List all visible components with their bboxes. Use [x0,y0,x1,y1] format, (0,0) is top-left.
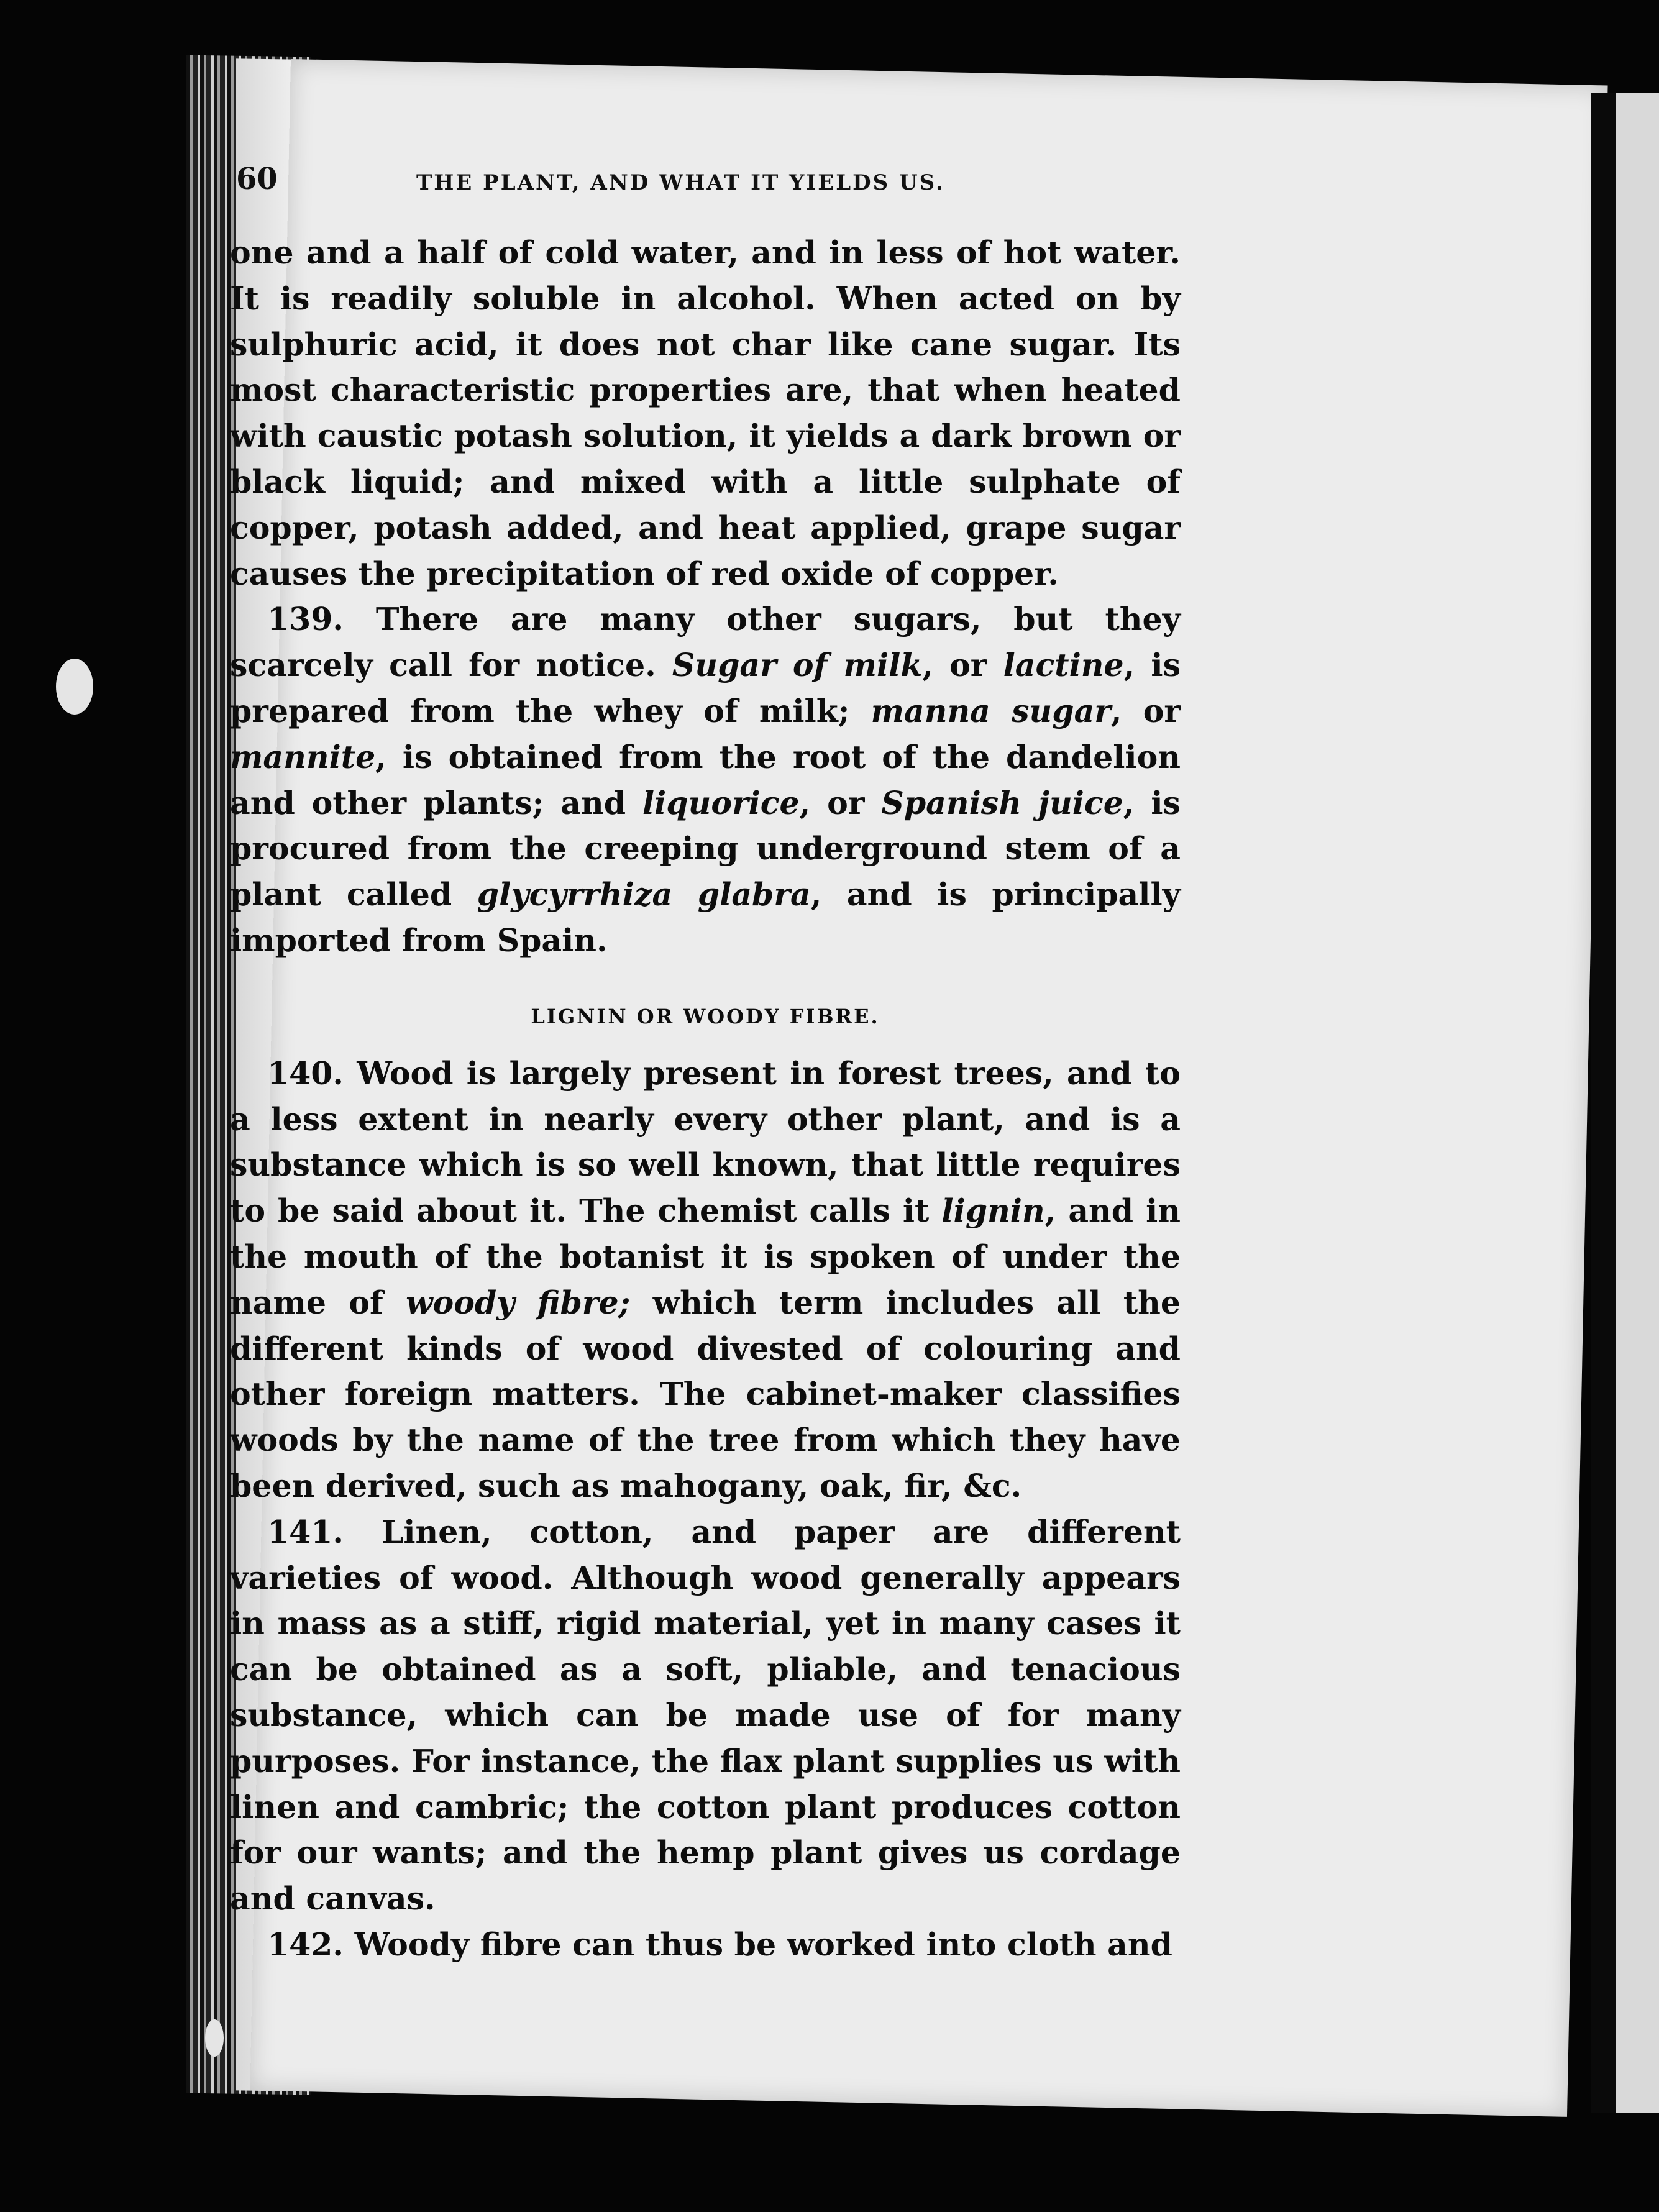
page-header [236,162,1181,211]
dust-speck [56,659,93,715]
page-number: 60 [236,162,278,196]
facing-page-edge [1591,93,1659,2113]
paragraph-142: 142. Woody fibre can thus be worked into cloth and [267,1926,1172,1963]
dust-speck [205,2019,224,2057]
paragraph-139: 139. There are many other sugars, but they scarcely call for notice. Sugar of milk, or lactine, is prepared from the whey of milk; manna sugar, or mannite, is obtained from the root of the dandelion and other plants; and liquorice, or Spanish juice, is procured from the creeping underground stem of a plant called glycyrrhiza glabra, and is principally imported from Spain. [230,601,1181,959]
paragraph-140: 140. Wood is largely present in forest trees, and to a less extent in nearly every other plant, and is a substance which is so well known, that little requires to be said about it. The chemist calls it lignin, and in the mouth of the botanist it is spoken of under the name of woody fibre; which term includes all the different kinds of wood divested of colouring and other foreign matters. The cabinet-maker classifies woods by the name of the tree from which they have been derived, such as mahogany, oak, fir, &c. [230,1054,1181,1504]
page-body [230,230,1181,1968]
paragraph-141: 141. Linen, cotton, and paper are different varieties of wood. Although wood generally appears in mass as a stiff, rigid material, yet in many cases it can be obtained as a soft, pliable, and tenacious substance, which can be made use of for many purposes. For instance, the flax plant supplies us with linen and cambric; the cotton plant produces cotton for our wants; and the hemp plant gives us cordage and canvas. [230,1513,1181,1917]
running-head: THE PLANT, AND WHAT IT YIELDS US. [416,170,945,195]
paragraph-continuation: one and a half of cold water, and in less of hot water. It is readily soluble in alcohol. When acted on by sulphuric acid, it does not char like cane sugar. Its most characteristic properties are, that when heated with caustic potash solution, it yields a dark brown or black liquid; and mixed with a little sulphate of copper, potash added, and heat applied, grape sugar causes the precipitation of red oxide of copper. [230,234,1181,592]
section-title: LIGNIN OR WOODY FIBRE. [531,1004,880,1028]
